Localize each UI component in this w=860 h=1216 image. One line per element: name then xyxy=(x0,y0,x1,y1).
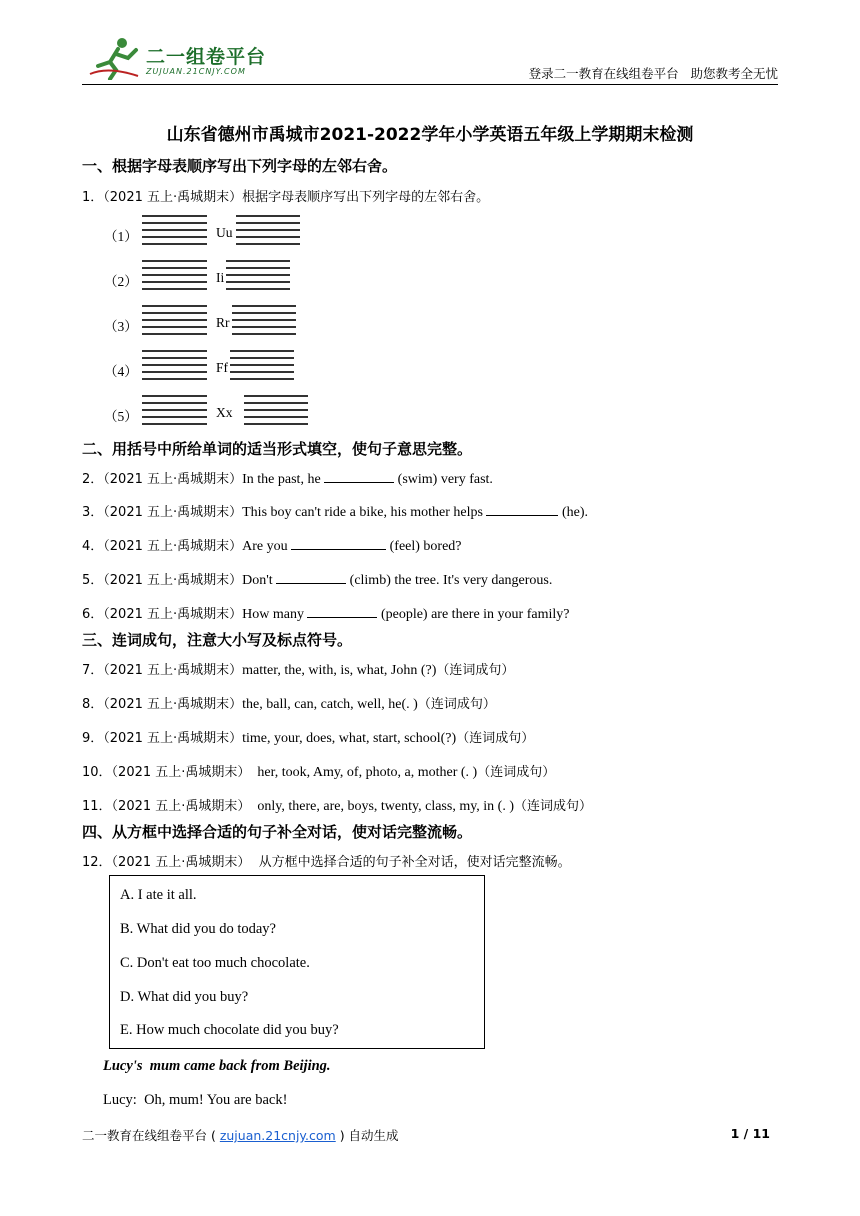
q7-prefix: 7．（2021 五上·禹城期末） xyxy=(82,663,243,678)
question-11 xyxy=(82,795,592,815)
page-number: 1 / 11 xyxy=(730,1126,770,1141)
logo xyxy=(88,36,278,82)
q10-prefix: 10．（2021 五上·禹城期末） xyxy=(82,765,251,780)
header-slogan: 登录二一教育在线组卷平台 助您教考全无忧 xyxy=(528,66,778,81)
q1-item-4-right-blank[interactable] xyxy=(230,350,294,385)
q2-answer-blank[interactable] xyxy=(324,470,394,483)
q9-text: time, your, does, what, start, school(?) xyxy=(242,731,457,746)
q5-prefix: 5．（2021 五上·禹城期末） xyxy=(82,573,243,588)
q3-prefix: 3．（2021 五上·禹城期末） xyxy=(82,505,243,520)
q1-item-3-letter: Rr xyxy=(216,315,230,330)
q8-text: the, ball, can, catch, well, he(. ) xyxy=(242,697,418,712)
q1-item-3-num: （3） xyxy=(104,319,138,334)
question-5 xyxy=(82,569,552,589)
q1-item-2-left-blank[interactable] xyxy=(142,260,207,295)
option-d: D. What did you buy? xyxy=(120,989,249,1005)
q1-item-1-num: （1） xyxy=(104,229,138,244)
q8-prefix: 8．（2021 五上·禹城期末） xyxy=(82,697,243,712)
q8-hint: （连词成句） xyxy=(417,697,496,712)
header-divider xyxy=(82,84,778,85)
q1-item-3-right-blank[interactable] xyxy=(232,305,296,340)
question-3 xyxy=(82,501,588,521)
q1-item-4-num: （4） xyxy=(104,364,138,379)
q6-prefix: 6．（2021 五上·禹城期末） xyxy=(82,607,243,622)
q1-item-2-num: （2） xyxy=(104,274,138,289)
section-3-heading: 三、连词成句，注意大小写及标点符号。 xyxy=(82,631,353,649)
q1-item-5-left-blank[interactable] xyxy=(142,395,207,430)
q7-text: matter, the, with, is, what, John (?) xyxy=(242,663,437,678)
option-e: E. How much chocolate did you buy? xyxy=(120,1022,339,1038)
q10-hint: （连词成句） xyxy=(477,765,556,780)
q1-item-5-letter: Xx xyxy=(216,405,233,420)
section-1-heading: 一、根据字母表顺序写出下列字母的左邻右舍。 xyxy=(82,157,398,175)
q6-answer-blank[interactable] xyxy=(307,605,377,618)
q3-answer-blank[interactable] xyxy=(486,503,558,516)
q1-item-5-num: （5） xyxy=(104,409,138,424)
q1-text: 根据字母表顺序写出下列字母的左邻右舍。 xyxy=(242,190,490,205)
question-7 xyxy=(82,659,514,679)
q2-text-b: (swim) very fast. xyxy=(394,472,493,487)
footer-suffix: ) 自动生成 xyxy=(335,1128,399,1143)
q1-item-5-right-blank[interactable] xyxy=(244,395,308,430)
question-8 xyxy=(82,693,496,713)
option-b: B. What did you do today? xyxy=(120,921,276,937)
q4-prefix: 4．（2021 五上·禹城期末） xyxy=(82,539,243,554)
footer-prefix: 二一教育在线组卷平台 ( xyxy=(82,1128,220,1143)
q9-prefix: 9．（2021 五上·禹城期末） xyxy=(82,731,243,746)
q11-hint: （连词成句） xyxy=(514,799,593,814)
footer-text xyxy=(82,1126,399,1144)
option-a: A. I ate it all. xyxy=(120,887,197,903)
q6-text-a: How many xyxy=(242,607,308,622)
dialogue-scene: Lucy's mum came back from Beijing. xyxy=(103,1058,331,1074)
q2-prefix: 2．（2021 五上·禹城期末） xyxy=(82,472,243,487)
logo-subtitle: ZUJUAN.21CNJY.COM xyxy=(146,67,246,76)
q10-text: her, took, Amy, of, photo, a, mother (. ) xyxy=(250,765,478,780)
q11-prefix: 11．（2021 五上·禹城期末） xyxy=(82,799,251,814)
q5-text-a: Don't xyxy=(242,573,277,588)
section-4-heading: 四、从方框中选择合适的句子补全对话，使对话完整流畅。 xyxy=(82,823,473,841)
logo-title: 二一组卷平台 xyxy=(146,46,267,68)
q1-item-4-letter: Ff xyxy=(216,360,229,375)
q1-item-4-left-blank[interactable] xyxy=(142,350,207,385)
q12-text: 从方框中选择合适的句子补全对话，使对话完整流畅。 xyxy=(250,855,571,870)
q5-answer-blank[interactable] xyxy=(276,571,346,584)
q7-hint: （连词成句） xyxy=(436,663,515,678)
runner-logo-icon xyxy=(88,36,142,80)
q1-item-1-left-blank[interactable] xyxy=(142,215,207,250)
dialogue-line-1: Lucy: Oh, mum! You are back! xyxy=(103,1092,288,1108)
question-12 xyxy=(82,851,571,870)
question-1 xyxy=(82,186,489,205)
option-c: C. Don't eat too much chocolate. xyxy=(120,955,310,971)
q9-hint: （连词成句） xyxy=(456,731,535,746)
q2-text-a: In the past, he xyxy=(242,472,325,487)
q3-text-a: This boy can't ride a bike, his mother helps xyxy=(242,505,487,520)
q5-text-b: (climb) the tree. It's very dangerous. xyxy=(346,573,553,588)
section-2-heading: 二、用括号中所给单词的适当形式填空，使句子意思完整。 xyxy=(82,440,473,458)
q4-text-a: Are you xyxy=(242,539,292,554)
q1-item-3-left-blank[interactable] xyxy=(142,305,207,340)
q4-text-b: (feel) bored? xyxy=(386,539,462,554)
q1-item-2-right-blank[interactable] xyxy=(226,260,290,295)
footer-link[interactable]: zujuan.21cnjy.com xyxy=(219,1128,336,1143)
q1-item-1-right-blank[interactable] xyxy=(236,215,300,250)
question-4 xyxy=(82,535,462,555)
question-10 xyxy=(82,761,555,781)
page-title: 山东省德州市禹城市2021-2022学年小学英语五年级上学期期末检测 xyxy=(166,125,694,145)
options-box xyxy=(109,875,485,1049)
q11-text: only, there, are, boys, twenty, class, my, in (. ) xyxy=(250,799,515,814)
q12-prefix: 12．（2021 五上·禹城期末） xyxy=(82,855,251,870)
q1-prefix: 1．（2021 五上·禹城期末） xyxy=(82,190,243,205)
q6-text-b: (people) are there in your family? xyxy=(377,607,570,622)
q1-item-1-letter: Uu xyxy=(216,225,233,240)
question-6 xyxy=(82,603,569,623)
question-2 xyxy=(82,468,493,488)
question-9 xyxy=(82,727,534,747)
q4-answer-blank[interactable] xyxy=(291,537,386,550)
q1-item-2-letter: Ii xyxy=(216,270,225,285)
q3-text-b: (he). xyxy=(558,505,589,520)
